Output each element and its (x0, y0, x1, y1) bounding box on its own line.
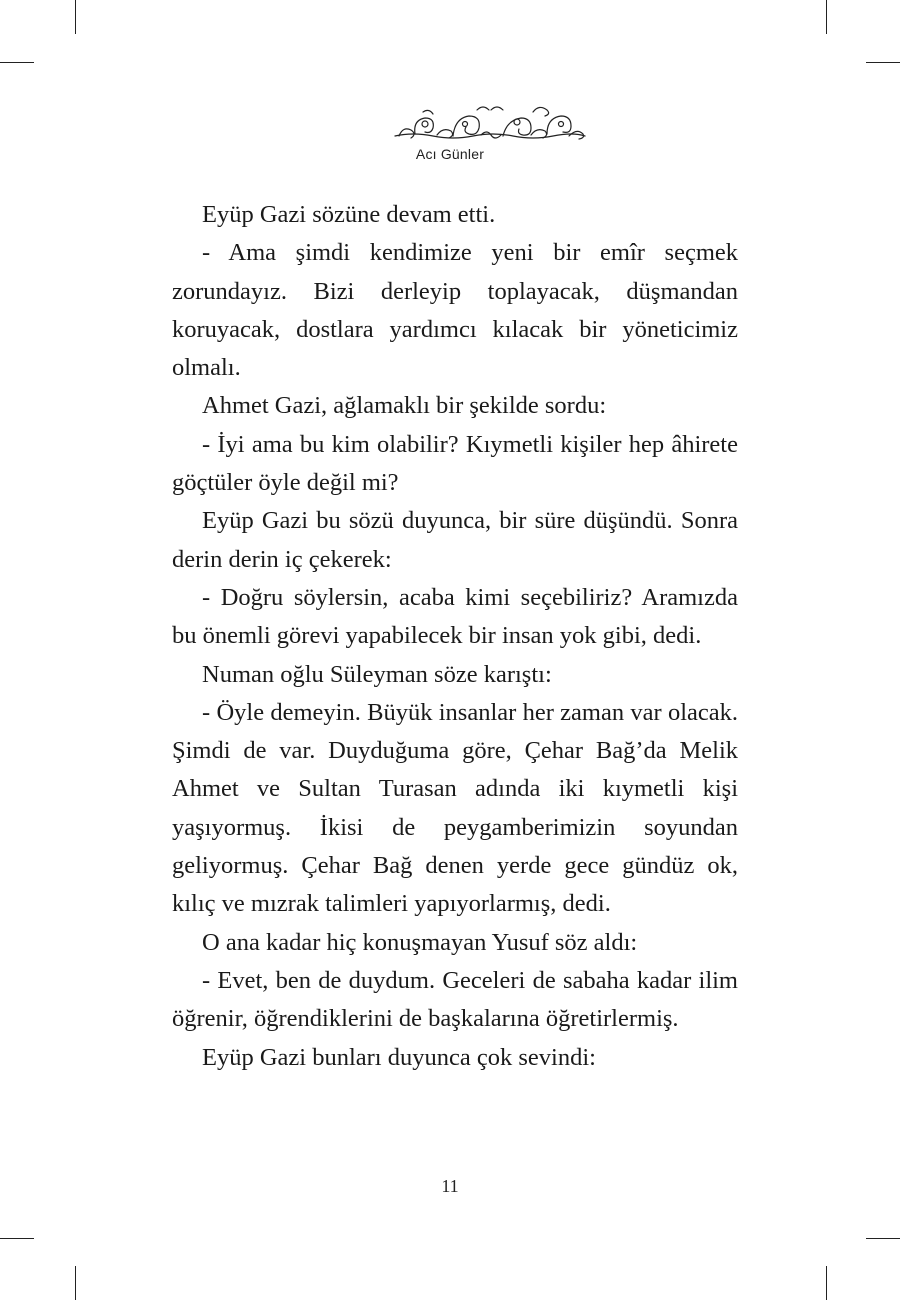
paragraph: - Doğru söylersin, acaba kimi seçebiliriz? Aramızda bu önemli görevi yapabilecek bir insan yok gibi, dedi. (172, 583, 738, 650)
crop-mark-bottom-right (826, 1266, 827, 1300)
page-number: 11 (441, 1176, 459, 1196)
running-title: Acı Günler (415, 146, 485, 162)
crop-mark-bottom-left (75, 1266, 76, 1300)
body-text (172, 196, 738, 1077)
crop-mark-left-top (0, 62, 34, 63)
crop-mark-right-top (866, 62, 900, 63)
paragraph: Eyüp Gazi bunları duyunca çok sevindi: (202, 1043, 596, 1071)
paragraph: Eyüp Gazi bu sözü duyunca, bir süre düşündü. Sonra derin derin iç çekerek: (172, 507, 738, 573)
paragraph: - İyi ama bu kim olabilir? Kıymetli kişiler hep âhirete göçtüler öyle değil mi? (172, 430, 738, 497)
paragraph: Ahmet Gazi, ağlamaklı bir şekilde sordu: (202, 392, 607, 420)
crop-mark-right-bottom (866, 1238, 900, 1239)
paragraph: Eyüp Gazi sözüne devam etti. (202, 201, 496, 228)
crop-mark-left-bottom (0, 1238, 34, 1239)
ornament-icon (393, 102, 587, 144)
paragraph: Numan oğlu Süleyman söze karıştı: (202, 660, 552, 688)
crop-mark-top-left (75, 0, 76, 34)
crop-mark-top-right (826, 0, 827, 34)
paragraph: - Evet, ben de duydum. Geceleri de sabaha kadar ilim öğrenir, öğrendiklerini de başkalarına öğretirlermiş. (172, 966, 738, 1033)
paragraph: O ana kadar hiç konuşmayan Yusuf söz aldı: (202, 928, 638, 956)
paragraph: - Öyle demeyin. Büyük insanlar her zaman var olacak. Şimdi de var. Duyduğuma göre, Çehar Bağ’da Melik Ahmet ve Sultan Turasan adında iki kıymetli kişi yaşıyormuş. İkisi de peygamberimizin soyundan geliyormuş. Çehar Bağ denen yerde gece gündüz ok, kılıç ve mızrak talimleri yapıyorlarmış, dedi. (172, 698, 738, 918)
paragraph: - Ama şimdi kendimize yeni bir emîr seçmek zorundayız. Bizi derleyip toplayacak, düşmandan koruyacak, dostlara yardımcı kılacak bir yöneticimiz olmalı. (172, 239, 738, 382)
